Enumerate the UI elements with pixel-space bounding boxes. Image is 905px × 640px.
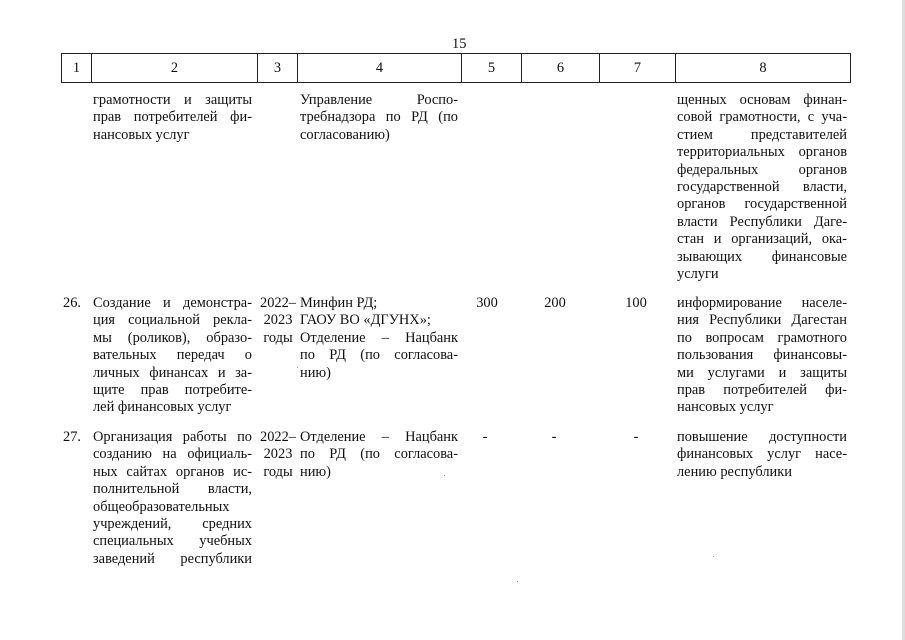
header-col-8: 8 bbox=[759, 60, 767, 76]
cell-line: совой грамотности, с уча- bbox=[677, 109, 847, 126]
amount-2021: 300 bbox=[476, 295, 498, 311]
amount-2022: - bbox=[551, 429, 557, 445]
cell-line: органов государственной bbox=[677, 196, 847, 213]
cell-line: стием представителей bbox=[677, 126, 847, 143]
cell-line: Минфин РД; bbox=[300, 295, 378, 311]
cell-line: 2022– bbox=[260, 429, 296, 445]
cell-line: Организация работы по bbox=[93, 429, 252, 445]
cell-line: территориальных органов bbox=[677, 144, 847, 161]
period-cell bbox=[257, 295, 299, 347]
amount-2021: - bbox=[482, 429, 488, 445]
cell-line: прав потребителей фи- bbox=[677, 381, 847, 398]
header-col-5: 5 bbox=[487, 60, 496, 76]
cell-line: требнадзора по РД (по bbox=[300, 109, 458, 126]
scan-speck bbox=[517, 581, 518, 582]
cell-line: Отделение – Нацбанк bbox=[300, 429, 458, 445]
cell-line: по РД (по согласова- bbox=[300, 347, 458, 364]
cell-line: по вопросам грамотного bbox=[677, 329, 847, 346]
cell-line: полнительной власти, bbox=[93, 481, 252, 498]
cell-line: ния Республики Дагестан bbox=[677, 312, 847, 329]
cell-line: годы bbox=[263, 329, 293, 346]
cell-line: годы bbox=[263, 463, 293, 480]
executor-cell bbox=[300, 295, 458, 382]
header-col-1: 1 bbox=[72, 60, 81, 76]
header-divider bbox=[850, 53, 851, 83]
cell-line: власти Республики Даге- bbox=[677, 213, 847, 230]
cell-line: прав потребителей фи- bbox=[93, 109, 252, 126]
continuation-result-cell bbox=[677, 92, 847, 283]
header-col-6: 6 bbox=[556, 60, 565, 76]
cell-line: 2023 bbox=[263, 312, 293, 329]
cell-line: общеобразовательных bbox=[93, 498, 230, 515]
header-top-rule bbox=[61, 53, 851, 54]
continuation-activity-cell bbox=[93, 92, 252, 144]
result-cell bbox=[677, 295, 847, 417]
cell-line: специальных учебных bbox=[93, 533, 252, 550]
cell-line: пользования финансовы- bbox=[677, 347, 847, 364]
cell-line: государственной власти, bbox=[677, 178, 847, 195]
cell-line: нансовых услуг bbox=[677, 399, 774, 416]
period-cell bbox=[257, 429, 299, 481]
cell-line: 2022– bbox=[260, 295, 296, 311]
cell-line: учреждений, средних bbox=[93, 515, 252, 532]
cell-line: ми услугами и защиты bbox=[677, 364, 847, 381]
header-col-4: 4 bbox=[375, 60, 384, 76]
scan-speck bbox=[713, 556, 714, 557]
cell-line: щите прав потребите- bbox=[93, 381, 252, 398]
cell-line: нансовых услуг bbox=[93, 126, 190, 143]
cell-line: ных сайтах органов ис- bbox=[93, 463, 252, 480]
amount-2023: - bbox=[633, 429, 639, 445]
cell-line: лей финансовых услуг bbox=[93, 399, 232, 416]
cell-line: финансовых услуг насе- bbox=[677, 446, 847, 463]
cell-line: ГАОУ ВО «ДГУНХ»; bbox=[300, 312, 431, 329]
activity-cell bbox=[93, 295, 252, 417]
cell-line: вательных передач о bbox=[93, 347, 252, 364]
cell-line: мы (роликов), образо- bbox=[93, 329, 252, 346]
header-bottom-rule bbox=[61, 82, 851, 83]
result-cell bbox=[677, 429, 847, 481]
cell-line: информирование населе- bbox=[677, 295, 847, 311]
amount-2022: 200 bbox=[544, 295, 566, 311]
cell-line: заведений республики bbox=[93, 550, 252, 567]
activity-cell bbox=[93, 429, 252, 568]
cell-line: личных финансах и за- bbox=[93, 364, 252, 381]
cell-line: Управление Роспо- bbox=[300, 92, 458, 108]
cell-line: щенных основам финан- bbox=[677, 92, 847, 108]
scan-speck bbox=[297, 367, 298, 368]
row-number: 26. bbox=[63, 295, 81, 311]
cell-line: нию) bbox=[300, 364, 331, 381]
cell-line: повышение доступности bbox=[677, 429, 847, 445]
cell-line: лению республики bbox=[677, 463, 792, 480]
cell-line: по РД (по согласова- bbox=[300, 446, 458, 463]
cell-line: Отделение – Нацбанк bbox=[300, 329, 458, 346]
cell-line: Создание и демонстра- bbox=[93, 295, 252, 311]
header-col-2: 2 bbox=[170, 60, 179, 76]
header-col-3: 3 bbox=[273, 60, 282, 76]
cell-line: зывающих финансовые bbox=[677, 248, 847, 265]
row-number: 27. bbox=[63, 429, 81, 445]
cell-line: услуги bbox=[677, 265, 719, 282]
cell-line: нию) bbox=[300, 463, 331, 480]
amount-2023: 100 bbox=[625, 295, 647, 311]
scan-speck bbox=[444, 475, 445, 476]
cell-line: федеральных органов bbox=[677, 161, 847, 178]
continuation-executor-cell bbox=[300, 92, 458, 144]
cell-line: стан и организаций, ока- bbox=[677, 231, 847, 248]
cell-line: грамотности и защиты bbox=[93, 92, 252, 108]
cell-line: 2023 bbox=[263, 446, 293, 463]
cell-line: ция социальной рекла- bbox=[93, 312, 252, 329]
executor-cell bbox=[300, 429, 458, 481]
cell-line: созданию на официаль- bbox=[93, 446, 252, 463]
cell-line: согласованию) bbox=[300, 126, 390, 143]
page-number: 15 bbox=[452, 36, 467, 52]
header-col-7: 7 bbox=[633, 60, 642, 76]
